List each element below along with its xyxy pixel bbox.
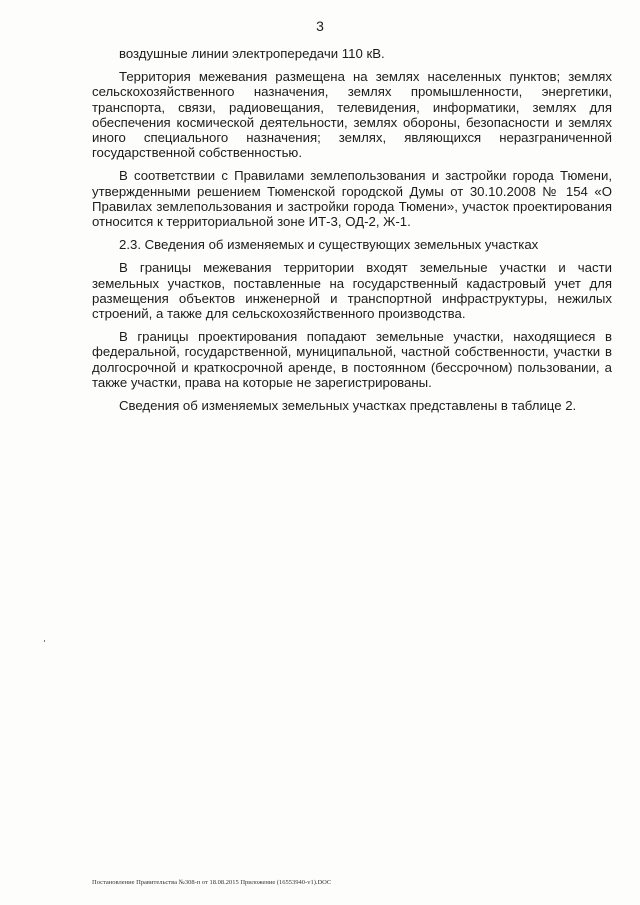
paragraph-survey-boundaries: В границы межевания территории входят земельные участки и части земельных участков, поставленные на государственный кадастровый учет для размещения объектов инженерной и транспортной инфраструктуры, нежилых строений, а также для сельскохозяйственного производства. — [92, 260, 612, 322]
page-number: 3 — [316, 18, 324, 34]
paragraph-zoning-rules: В соответствии с Правилами землепользования и застройки города Тюмени, утвержденными решением Тюменской городской Думы от 30.10.2008 № 154 «О Правилах землепользования и застройки города Тюмени», участок проектирования относится к территориальной зоне ИТ-3, ОД-2, Ж-1. — [92, 168, 612, 230]
paragraph-territory-lands: Территория межевания размещена на землях населенных пунктов; землях сельскохозяйственного назначения, землях промышленности, энергетики, транспорта, связи, радиовещания, телевидения, информатики, землях для обеспечения космической деятельности, землях обороны, безопасности и землях иного специального назначения; землях, являющихся неразграниченной государственной собственностью. — [92, 69, 612, 161]
paragraph-design-boundaries: В границы проектирования попадают земельные участки, находящиеся в федеральной, государственной, муниципальной, частной собственности, участки в долгосрочной и краткосрочной аренде, в постоянном (бессрочном) пользовании, а также участки, права на которые не зарегистрированы. — [92, 329, 612, 390]
paragraph-table-reference: Сведения об изменяемых земельных участках представлены в таблице 2. — [119, 398, 577, 414]
document-footer: Постановление Правительства №308-п от 18.08.2015 Приложение (16553940-v1).DOC — [92, 879, 332, 886]
section-heading-2-3: 2.3. Сведения об изменяемых и существующих земельных участках — [119, 237, 539, 253]
paragraph-continuation: воздушные линии электропередачи 110 кВ. — [119, 46, 385, 61]
document-body — [92, 46, 612, 413]
scan-artifact — [44, 640, 45, 642]
